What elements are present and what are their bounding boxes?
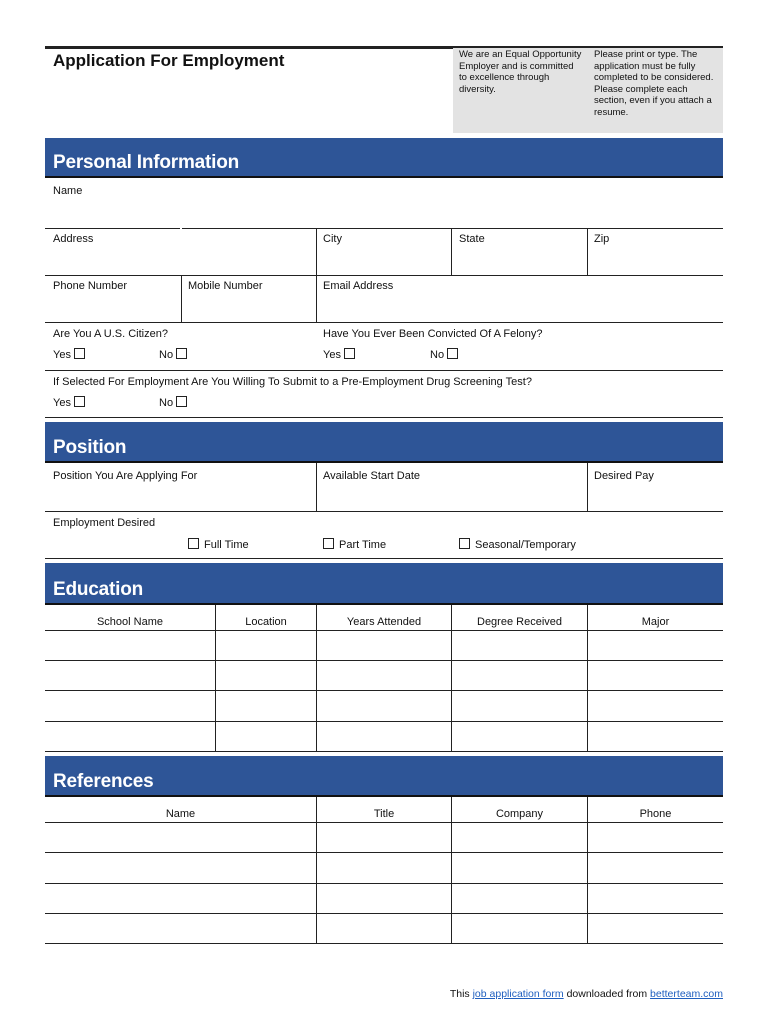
- mobile-label: Mobile Number: [188, 280, 263, 292]
- no-label: No: [159, 397, 174, 409]
- column-header: Degree Received: [477, 616, 562, 628]
- position-field[interactable]: [45, 485, 315, 510]
- no-label: No: [159, 349, 174, 361]
- form-title: Application For Employment: [53, 51, 285, 70]
- drug-yes-option[interactable]: [53, 396, 85, 410]
- column-header: Major: [641, 616, 670, 628]
- full-time-label: Full Time: [204, 539, 249, 551]
- phone-field[interactable]: [45, 294, 180, 321]
- zip-field[interactable]: [588, 247, 723, 274]
- section-header-personal: [45, 138, 723, 178]
- email-label: Email Address: [323, 280, 394, 292]
- employment-desired-label: Employment Desired: [53, 517, 156, 529]
- section-header-position: [45, 422, 723, 463]
- email-field[interactable]: [317, 294, 723, 321]
- citizen-no-option[interactable]: [159, 348, 187, 362]
- no-label: No: [430, 349, 445, 361]
- column-header: Company: [495, 808, 544, 820]
- desired-pay-field[interactable]: [588, 485, 723, 510]
- felony-yes-checkbox[interactable]: [344, 348, 355, 359]
- city-label: City: [323, 233, 342, 245]
- city-field[interactable]: [317, 247, 450, 274]
- name-label: Name: [53, 185, 83, 197]
- part-time-option[interactable]: [323, 538, 386, 552]
- seasonal-option[interactable]: [459, 538, 576, 552]
- rule: [45, 275, 723, 276]
- citizen-question: Are You A U.S. Citizen?: [53, 328, 168, 340]
- section-title: References: [53, 771, 154, 792]
- full-time-checkbox[interactable]: [188, 538, 199, 549]
- yes-label: Yes: [53, 349, 71, 361]
- drug-yes-checkbox[interactable]: [74, 396, 85, 407]
- mobile-field[interactable]: [182, 294, 315, 321]
- position-applying-label: Position You Are Applying For: [53, 470, 198, 482]
- rule: [45, 322, 723, 323]
- citizen-yes-option[interactable]: [53, 348, 85, 362]
- column-header: School Name: [96, 616, 164, 628]
- address-field[interactable]: [45, 247, 315, 274]
- rule: [45, 228, 180, 229]
- desired-pay-label: Desired Pay: [594, 470, 654, 482]
- start-date-label: Available Start Date: [323, 470, 421, 482]
- betterteam-link[interactable]: betterteam.com: [650, 988, 723, 1000]
- print-instructions-note: Please print or type. The application must be fully completed to be considered. Please complete each section, even if you attach a resume.: [594, 49, 714, 118]
- rule: [45, 558, 723, 559]
- drug-test-question: If Selected For Employment Are You Willing To Submit to a Pre-Employment Drug Screening Test?: [53, 376, 532, 388]
- zip-label: Zip: [594, 233, 610, 245]
- column-header: Title: [373, 808, 395, 820]
- citizen-yes-checkbox[interactable]: [74, 348, 85, 359]
- felony-no-checkbox[interactable]: [447, 348, 458, 359]
- yes-label: Yes: [323, 349, 341, 361]
- rule: [182, 228, 723, 229]
- section-title: Education: [53, 579, 144, 600]
- rule: [45, 417, 723, 418]
- education-table-rows[interactable]: [45, 631, 723, 751]
- start-date-field[interactable]: [317, 485, 586, 510]
- section-title: Position: [53, 437, 127, 458]
- section-header-education: [45, 563, 723, 605]
- rule: [45, 943, 723, 944]
- rule: [45, 751, 723, 752]
- citizen-no-checkbox[interactable]: [176, 348, 187, 359]
- column-header: Location: [245, 616, 287, 628]
- references-table-rows[interactable]: [45, 823, 723, 943]
- drug-no-option[interactable]: [159, 396, 187, 410]
- drug-no-checkbox[interactable]: [176, 396, 187, 407]
- address-label: Address: [53, 233, 94, 245]
- column-header: Name: [165, 808, 196, 820]
- seasonal-checkbox[interactable]: [459, 538, 470, 549]
- felony-question: Have You Ever Been Convicted Of A Felony?: [323, 328, 543, 340]
- part-time-checkbox[interactable]: [323, 538, 334, 549]
- state-field[interactable]: [452, 247, 586, 274]
- rule: [45, 370, 723, 371]
- footer-middle: downloaded from: [563, 988, 651, 1000]
- job-application-form-link[interactable]: job application form: [472, 988, 564, 1000]
- rule: [45, 511, 723, 512]
- column-header: Years Attended: [346, 616, 422, 628]
- felony-yes-option[interactable]: [323, 348, 355, 362]
- section-header-references: [45, 756, 723, 797]
- state-label: State: [459, 233, 485, 245]
- section-title: Personal Information: [53, 152, 240, 173]
- footer-credit: [450, 988, 723, 1000]
- part-time-label: Part Time: [339, 539, 387, 551]
- phone-label: Phone Number: [53, 280, 127, 292]
- felony-no-option[interactable]: [430, 348, 458, 362]
- name-field[interactable]: [45, 200, 723, 227]
- seasonal-label: Seasonal/Temporary: [475, 539, 576, 551]
- column-header: Phone: [639, 808, 672, 820]
- yes-label: Yes: [53, 397, 71, 409]
- equal-opportunity-note: We are an Equal Opportunity Employer and is committed to excellence through diversity.: [459, 49, 582, 95]
- full-time-option[interactable]: [188, 538, 249, 552]
- footer-prefix: This: [449, 988, 473, 1000]
